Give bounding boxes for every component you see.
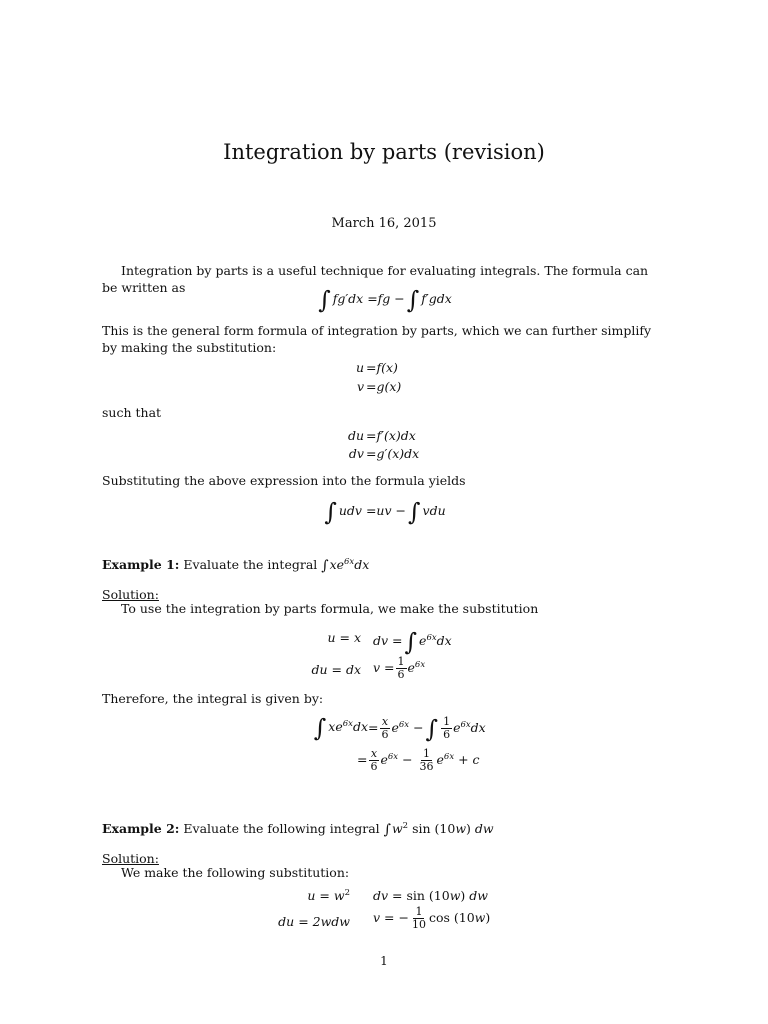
example1-prompt: Evaluate the integral bbox=[183, 557, 318, 572]
example1-statement: Example 1: Evaluate the integral $\int xe^{6x}dx$ bbox=[102, 557, 370, 574]
example2-solution-text: We make the following substitution: bbox=[121, 865, 350, 880]
general-form-paragraph: This is the general form formula of integration by parts, which we can further simplify by making the substitution: bbox=[102, 323, 652, 355]
example1-label: Example 1: bbox=[102, 557, 180, 572]
such-that-text: such that bbox=[102, 405, 162, 420]
example1-solution-text: To use the integration by parts formula, we make the substitution bbox=[121, 601, 539, 616]
example2-label: Example 2: bbox=[102, 821, 180, 836]
uv-formula: ∫ udv =uv −∫ vdu bbox=[324, 498, 446, 526]
intro-paragraph: Integration by parts is a useful technique for evaluating integrals. The formula can be written as bbox=[102, 263, 649, 295]
document-page: Integration by parts (revision) March 16, 2015 Integration by parts is a useful technique for evaluating integrals. The formula can be written as ∫ fg′dx =fg −∫ f′gdx This is the general form formula of integration by parts, which we can further simplify by making the substitution: u =f(x) v =g(x) such that du =f′(x)dx dv =g′(x)dx Substituting the above expression into the formula yields ∫ udv =uv −∫ vdu Example 1: Evaluate the integral $\int xe^{6x}dx$ Solution: To use the integration by parts formula, we make the substitution u = x dv =∫ $e^{6x}dx$ du = dx v = $\frac{1}{6}$ $e^{6x}$ Therefore, the integral is given by: ∫ $xe^{6x}dx$ = $\frac{x}{6}$ $e^{6x}$ −∫ $\frac{1}{6}$ $e^{6x}dx$ = $\frac{x}{6}$ $e^{6x}$ − $\frac{1}{36}$ $e^{6x} + c$ Example 2: Evaluate the following integral $\int w^2$ sin (10w) dw Solution: We make the following substitution: $u = w^2$ dv = sin (10w) dw du = 2wdw v = − $\frac{1}{10}$ cos (10w) 1 bbox=[0, 0, 768, 1024]
example1-therefore: Therefore, the integral is given by: bbox=[102, 691, 324, 706]
page-number: 1 bbox=[380, 954, 388, 968]
example2-solution-label: Solution: bbox=[102, 851, 159, 866]
document-title: Integration by parts (revision) bbox=[223, 140, 545, 164]
document-date: March 16, 2015 bbox=[331, 216, 437, 231]
example2-prompt: Evaluate the following integral bbox=[183, 821, 380, 836]
example2-statement: Example 2: Evaluate the following integral $\int w^2$ sin (10w) dw bbox=[102, 821, 494, 838]
example1-solution-label: Solution: bbox=[102, 587, 159, 602]
parts-formula: ∫ fg′dx =fg −∫ f′gdx bbox=[318, 286, 452, 314]
substituting-text: Substituting the above expression into the formula yields bbox=[102, 473, 466, 488]
